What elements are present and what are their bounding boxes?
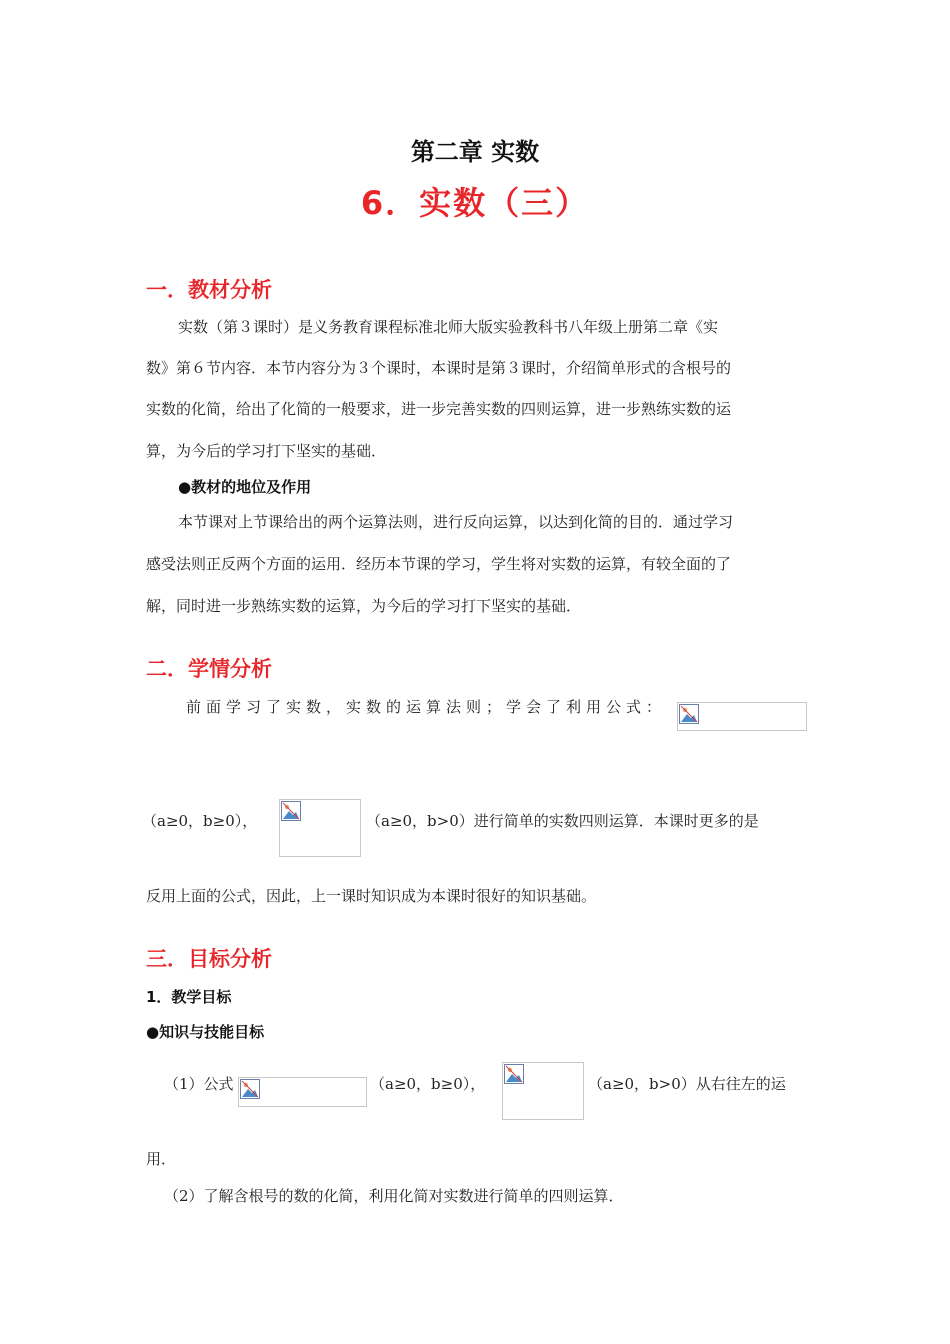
- broken-image-icon: [281, 801, 301, 821]
- formula-image-placeholder: [502, 1062, 584, 1120]
- paragraph-line: 算，为今后的学习打下坚实的基础．: [146, 442, 387, 460]
- formula-image-placeholder: [279, 799, 361, 857]
- section-heading-goal-analysis: 三．目标分析: [146, 947, 272, 971]
- list-item-prefix: （1）公式: [164, 1075, 234, 1093]
- list-item: （2）了解含根号的数的化简，利用化简对实数进行简单的四则运算．: [164, 1187, 624, 1205]
- broken-image-icon: [240, 1079, 260, 1099]
- chapter-title: 第二章 实数: [410, 138, 540, 166]
- paragraph-line: 实数（第３课时）是义务教育课程标准北师大版实验教科书八年级上册第二章《实: [178, 318, 719, 336]
- paragraph-line: 数》第６节内容．本节内容分为３个课时，本课时是第３课时，介绍简单形式的含根号的: [146, 359, 732, 377]
- paragraph-line: 本节课对上节课给出的两个运算法则，进行反向运算，以达到化简的目的．通过学习: [178, 513, 734, 531]
- bullet-heading-knowledge-skills: ●知识与技能目标: [146, 1023, 265, 1041]
- broken-image-icon: [679, 704, 699, 724]
- paragraph-line: 实数的化简，给出了化简的一般要求，进一步完善实数的四则运算，进一步熟练实数的运: [146, 400, 732, 418]
- condition-text: （a≥0，b≥0），: [142, 812, 258, 830]
- bullet-heading-role: ●教材的地位及作用: [178, 478, 312, 496]
- section-heading-student-analysis: 二．学情分析: [146, 657, 272, 681]
- paragraph-line: 感受法则正反两个方面的运用．经历本节课的学习，学生将对实数的运算，有较全面的了: [146, 555, 732, 573]
- section-heading-textbook-analysis: 一．教材分析: [146, 278, 272, 302]
- paragraph-line: 反用上面的公式，因此，上一课时知识成为本课时很好的知识基础。: [146, 887, 597, 905]
- condition-text: （a≥0，b>0）进行简单的实数四则运算．本课时更多的是: [366, 812, 759, 830]
- paragraph-line: 前面学习了实数，实数的运算法则；学会了利用公式：: [186, 698, 667, 716]
- condition-text: （a≥0，b≥0），: [370, 1075, 486, 1093]
- formula-image-placeholder: [238, 1077, 367, 1107]
- formula-image-placeholder: [677, 702, 807, 731]
- lesson-title: 6．实数（三）: [360, 184, 590, 222]
- paragraph-line: 用．: [146, 1150, 177, 1168]
- broken-image-icon: [504, 1064, 524, 1084]
- subheading-teaching-goals: 1．教学目标: [146, 988, 232, 1006]
- paragraph-line: 解，同时进一步熟练实数的运算，为今后的学习打下坚实的基础．: [146, 597, 582, 615]
- condition-text: （a≥0，b>0）从右往左的运: [588, 1075, 786, 1093]
